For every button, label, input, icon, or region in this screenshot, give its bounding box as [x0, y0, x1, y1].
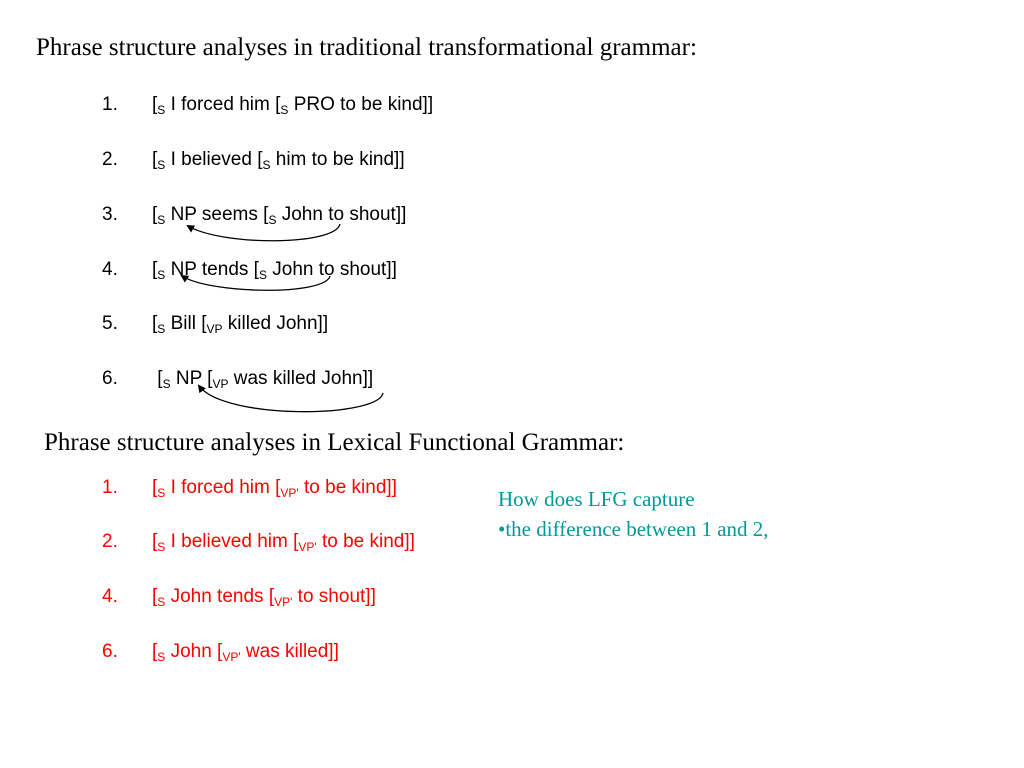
traditional-num-2: 2. — [102, 149, 118, 170]
lfg-example-6: [$_S$ John [$_{VP'}$ was killed]] — [152, 641, 339, 664]
traditional-example-2: [$_S$ I believed [$_S$ him to be kind]] — [152, 149, 405, 172]
movement-arrow-4 — [182, 276, 330, 290]
lfg-example-1: [$_S$ I forced him [$_{VP'}$ to be kind]] — [152, 477, 397, 500]
movement-arrow-3 — [188, 224, 340, 241]
traditional-example-1: [$_S$ I forced him [$_S$ PRO to be kind]] — [152, 94, 434, 117]
traditional-num-5: 5. — [102, 313, 118, 334]
traditional-example-3: [$_S$ NP seems [$_S$ John to shout]] — [152, 204, 407, 227]
lfg-num-6: 6. — [102, 641, 118, 662]
traditional-num-6: 6. — [102, 368, 118, 389]
traditional-num-1: 1. — [102, 94, 118, 115]
traditional-example-5: [$_S$ Bill [$_{VP}$ killed John]] — [152, 313, 329, 336]
traditional-heading: Phrase structure analyses in traditional transformational grammar: — [36, 34, 697, 61]
lfg-num-4: 4. — [102, 586, 118, 607]
lfg-num-1: 1. — [102, 477, 118, 498]
lfg-example-4: [$_S$ John tends [$_{VP'}$ to shout]] — [152, 586, 376, 609]
note-question: How does LFG capture — [498, 487, 695, 511]
traditional-example-4: [$_S$ NP tends [$_S$ John to shout]] — [152, 259, 397, 282]
movement-arrow-6 — [199, 386, 383, 412]
traditional-num-3: 3. — [102, 204, 118, 225]
note-bullet: •the difference between 1 and 2, — [498, 517, 769, 541]
traditional-num-4: 4. — [102, 259, 118, 280]
lfg-heading: Phrase structure analyses in Lexical Functional Grammar: — [44, 429, 625, 456]
lfg-num-2: 2. — [102, 531, 118, 552]
lfg-example-2: [$_S$ I believed him [$_{VP'}$ to be kind]] — [152, 531, 415, 554]
traditional-example-6: [$_S$ NP [$_{VP}$ was killed John]] — [152, 368, 374, 391]
